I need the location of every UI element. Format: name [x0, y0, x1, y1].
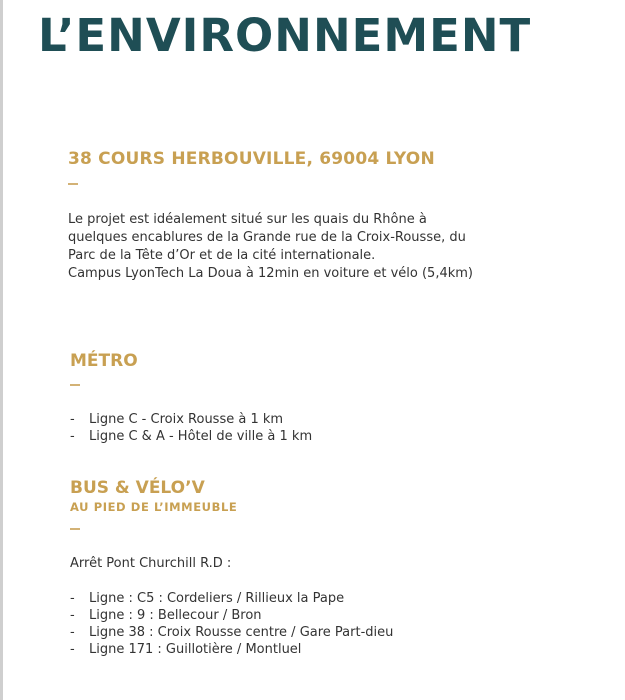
page-edge-rule: [0, 0, 3, 700]
bullet: -: [70, 412, 75, 427]
list-item: [70, 607, 393, 624]
bullet: -: [70, 608, 75, 623]
list-item-text: Ligne C & A - Hôtel de ville à 1 km: [89, 429, 313, 444]
bus-list: [70, 590, 393, 658]
bus-heading: BUS & VÉLO’V: [70, 478, 205, 498]
description-campus: Campus LyonTech La Doua à 12min en voiture et vélo (5,4km): [68, 266, 473, 281]
list-item: [70, 428, 312, 445]
list-item-text: Ligne : 9 : Bellecour / Bron: [89, 608, 262, 623]
list-item-text: Ligne : C5 : Cordeliers / Rillieux la Pape: [89, 591, 345, 606]
list-item-text: Ligne C - Croix Rousse à 1 km: [89, 412, 284, 427]
metro-heading: MÉTRO: [70, 351, 138, 371]
list-item: [70, 411, 312, 428]
list-item-text: Ligne 38 : Croix Rousse centre / Gare Part-dieu: [89, 625, 394, 640]
list-item-text: Ligne 171 : Guillotière / Montluel: [89, 642, 302, 657]
metro-divider: [70, 384, 80, 386]
bullet: -: [70, 625, 75, 640]
address-heading: 38 COURS HERBOUVILLE, 69004 LYON: [68, 149, 435, 169]
list-item: [70, 624, 393, 641]
address-divider: [68, 183, 78, 185]
bus-stop-label: Arrêt Pont Churchill R.D :: [70, 556, 232, 571]
bullet: -: [70, 591, 75, 606]
page-title: L’ENVIRONNEMENT: [38, 9, 532, 62]
list-item: [70, 641, 393, 658]
description-paragraph: Le projet est idéalement situé sur les quais du Rhône à quelques encablures de la Grande rue de la Croix-Rousse, du Parc de la Tête d’Or et de la cité internationale.: [68, 212, 466, 263]
location-description: [68, 211, 488, 283]
list-item: [70, 590, 393, 607]
bus-subtitle: AU PIED DE L’IMMEUBLE: [70, 500, 238, 514]
bus-divider: [70, 528, 80, 530]
bullet: -: [70, 642, 75, 657]
metro-list: [70, 411, 312, 445]
bullet: -: [70, 429, 75, 444]
